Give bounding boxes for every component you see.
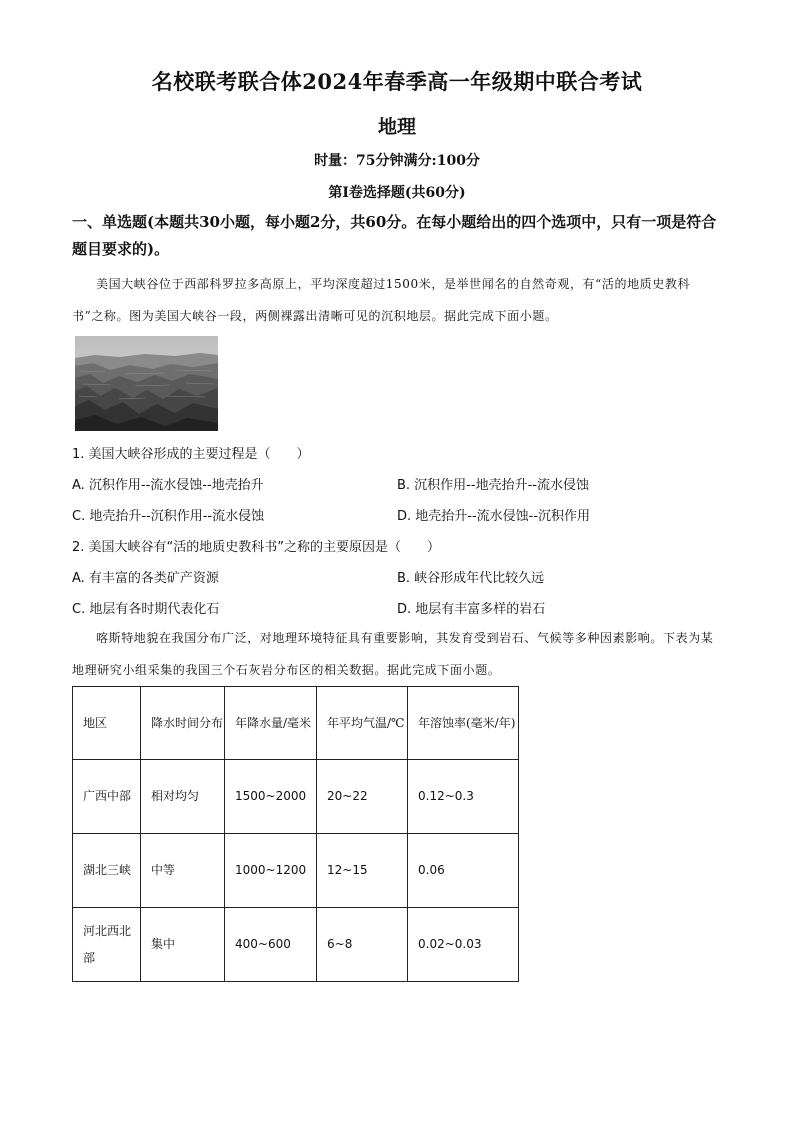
table-cell: 1000~1200 bbox=[225, 834, 317, 908]
q1-option-a[interactable]: A. 沉积作用--流水侵蚀--地壳抬升 bbox=[72, 478, 264, 493]
table-header-row bbox=[73, 687, 519, 760]
table-cell: 中等 bbox=[141, 834, 225, 908]
subject-title: 地理 bbox=[377, 116, 416, 138]
table-cell: 20~22 bbox=[317, 760, 408, 834]
table-cell: 1500~2000 bbox=[225, 760, 317, 834]
table-cell: 400~600 bbox=[225, 908, 317, 982]
q2-option-c[interactable]: C. 地层有各时期代表化石 bbox=[72, 602, 220, 617]
table-cell: 集中 bbox=[141, 908, 225, 982]
table-row bbox=[73, 834, 519, 908]
q2-option-d[interactable]: D. 地层有丰富多样的岩石 bbox=[397, 602, 546, 617]
table-cell: 0.02~0.03 bbox=[408, 908, 519, 982]
grand-canyon-photo bbox=[75, 336, 218, 431]
table-header-cell: 年溶蚀率(毫米/年) bbox=[408, 687, 519, 760]
q1-option-b[interactable]: B. 沉积作用--地壳抬升--流水侵蚀 bbox=[397, 478, 589, 493]
table-cell: 湖北三峡 bbox=[73, 834, 141, 908]
q1-option-c[interactable]: C. 地壳抬升--沉积作用--流水侵蚀 bbox=[72, 509, 265, 524]
table-header-cell: 降水时间分布 bbox=[141, 687, 225, 760]
table-cell: 6~8 bbox=[317, 908, 408, 982]
table-cell: 广西中部 bbox=[73, 760, 141, 834]
table-header-cell: 年降水量/毫米 bbox=[225, 687, 317, 760]
q2-option-a[interactable]: A. 有丰富的各类矿产资源 bbox=[72, 571, 219, 586]
section-heading: 一、单选题(本题共30小题，每小题2分，共60分。在每小题给出的四个选项中，只有一项是符合题目要求的)。 bbox=[72, 213, 717, 258]
table-row bbox=[73, 908, 519, 982]
table-header-cell: 年平均气温/℃ bbox=[317, 687, 408, 760]
table-cell: 河北西北部 bbox=[73, 908, 141, 982]
passage-karst: 喀斯特地貌在我国分布广泛，对地理环境特征具有重要影响，其发育受到岩石、气候等多种因素影响。下表为某地理研究小组采集的我国三个石灰岩分布区的相关数据。据此完成下面小题。 bbox=[72, 631, 714, 677]
q1-option-d[interactable]: D. 地壳抬升--流水侵蚀--沉积作用 bbox=[397, 509, 591, 524]
table-cell: 0.06 bbox=[408, 834, 519, 908]
table-row bbox=[73, 760, 519, 834]
q2-option-b[interactable]: B. 峡谷形成年代比较久远 bbox=[397, 571, 545, 586]
table-cell: 12~15 bbox=[317, 834, 408, 908]
exam-title: 名校联考联合体2024年春季高一年级期中联合考试 bbox=[151, 69, 643, 94]
table-cell: 相对均匀 bbox=[141, 760, 225, 834]
table-cell: 0.12~0.3 bbox=[408, 760, 519, 834]
karst-data-table bbox=[72, 686, 519, 982]
part-heading: 第Ⅰ卷选择题(共60分) bbox=[328, 185, 466, 201]
question-2-stem: 2. 美国大峡谷有“活的地质史教科书”之称的主要原因是（ ） bbox=[72, 540, 441, 555]
question-1-stem: 1. 美国大峡谷形成的主要过程是（ ） bbox=[72, 447, 310, 462]
passage-grand-canyon: 美国大峡谷位于西部科罗拉多高原上，平均深度超过1500米，是举世闻名的自然奇观，有“活的地质史教科书”之称。图为美国大峡谷一段，两侧裸露出清晰可见的沉积地层。据此完成下面小题。 bbox=[72, 277, 691, 323]
table-header-cell: 地区 bbox=[73, 687, 141, 760]
exam-meta: 时量：75分钟满分:100分 bbox=[314, 153, 480, 169]
